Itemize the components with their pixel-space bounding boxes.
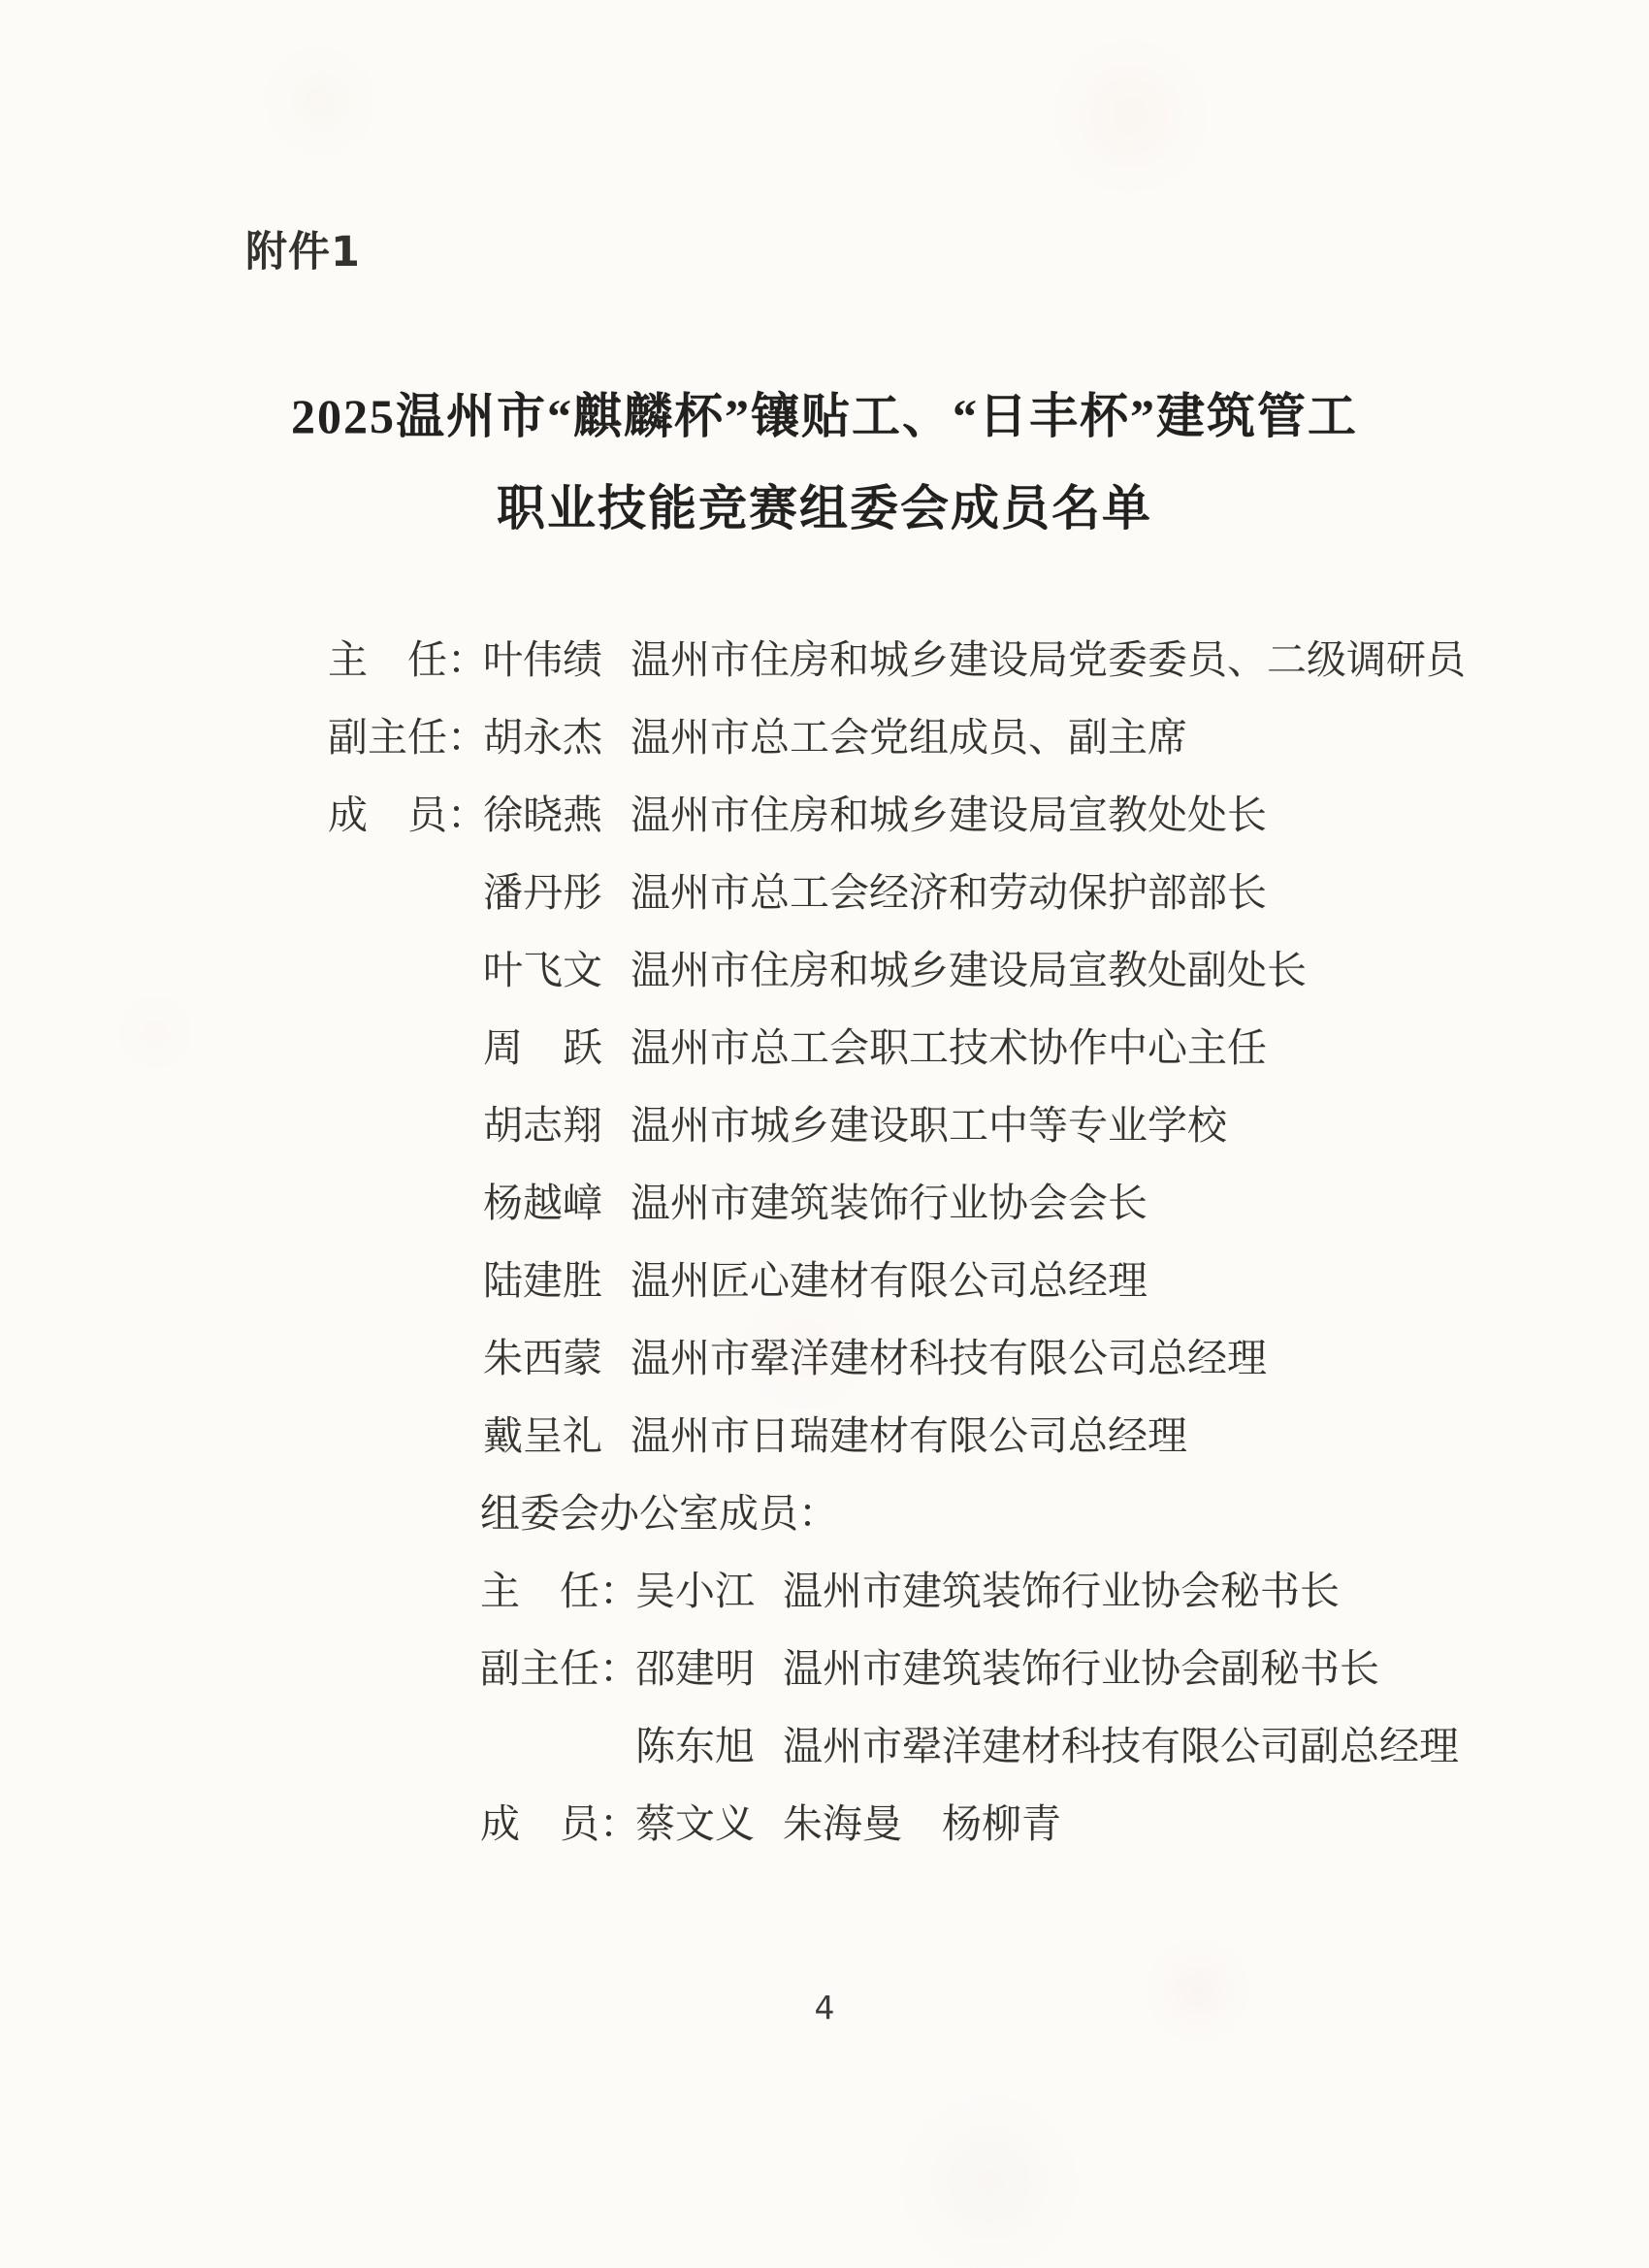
member-title: 温州匠心建材有限公司总经理 (630, 1258, 1148, 1303)
office-section-heading: 组委会办公室成员： (480, 1491, 838, 1536)
member-row (328, 1009, 1540, 1086)
member-row (328, 931, 1540, 1009)
document-title (194, 371, 1455, 555)
member-title: 温州市住房和城乡建设局宣教处副处长 (630, 948, 1307, 992)
member-name: 周 跃 (483, 1025, 602, 1070)
member-name: 陆建胜 (483, 1258, 602, 1303)
member-names-list: 朱海曼 杨柳青 (783, 1801, 1061, 1846)
member-title: 温州市日瑞建材有限公司总经理 (630, 1413, 1187, 1458)
member-name: 陈东旭 (635, 1724, 755, 1768)
committee-member-list (328, 621, 1540, 1863)
member-row (328, 621, 1540, 698)
member-role: 副主任： (480, 1646, 639, 1691)
member-row (328, 698, 1540, 776)
member-role: 成 员： (480, 1801, 639, 1846)
member-name: 戴呈礼 (483, 1413, 602, 1458)
member-title: 温州市总工会职工技术协作中心主任 (630, 1025, 1267, 1070)
member-row (480, 1785, 1540, 1863)
member-name: 杨越嶂 (483, 1181, 602, 1225)
member-name: 蔡文义 (635, 1801, 755, 1846)
member-role: 成 员： (328, 793, 487, 837)
member-row (328, 1086, 1540, 1164)
member-row (480, 1707, 1540, 1785)
member-name: 胡永杰 (483, 715, 602, 760)
member-title: 温州市总工会党组成员、副主席 (630, 715, 1187, 760)
member-title: 温州市住房和城乡建设局宣教处处长 (630, 793, 1267, 837)
page-number: 4 (814, 1989, 835, 2026)
member-name: 胡志翔 (483, 1103, 602, 1148)
member-name: 吴小江 (635, 1569, 755, 1613)
member-row (480, 1630, 1540, 1707)
member-title: 温州市住房和城乡建设局党委委员、二级调研员 (630, 637, 1466, 682)
attachment-label: 附件1 (245, 228, 361, 276)
member-role: 副主任： (328, 715, 487, 760)
member-name: 朱西蒙 (483, 1336, 602, 1380)
member-title: 温州市翚洋建材科技有限公司副总经理 (783, 1724, 1459, 1768)
member-title: 温州市总工会经济和劳动保护部部长 (630, 870, 1267, 915)
member-row (328, 1164, 1540, 1242)
member-row (328, 1397, 1540, 1474)
member-row (480, 1552, 1540, 1630)
member-title: 温州市建筑装饰行业协会会长 (630, 1181, 1148, 1225)
document-title-line1: 2025温州市“麒麟杯”镶贴工、“日丰杯”建筑管工 (291, 389, 1358, 443)
document-title-line2: 职业技能竞赛组委会成员名单 (497, 481, 1152, 535)
member-row (328, 776, 1540, 854)
member-name: 叶伟绩 (483, 637, 602, 682)
member-name: 邵建明 (635, 1646, 755, 1691)
member-role: 主 任： (480, 1569, 639, 1613)
member-title: 温州市城乡建设职工中等专业学校 (630, 1103, 1227, 1148)
member-name: 徐晓燕 (483, 793, 602, 837)
member-role: 主 任： (328, 637, 487, 682)
member-name: 叶飞文 (483, 948, 602, 992)
member-row (328, 1319, 1540, 1397)
member-title: 温州市建筑装饰行业协会副秘书长 (783, 1646, 1379, 1691)
member-row (328, 854, 1540, 931)
member-title: 温州市建筑装饰行业协会秘书长 (783, 1569, 1340, 1613)
member-row (328, 1242, 1540, 1319)
office-section (328, 1474, 1540, 1863)
member-title: 温州市翚洋建材科技有限公司总经理 (630, 1336, 1267, 1380)
member-name: 潘丹彤 (483, 870, 602, 915)
